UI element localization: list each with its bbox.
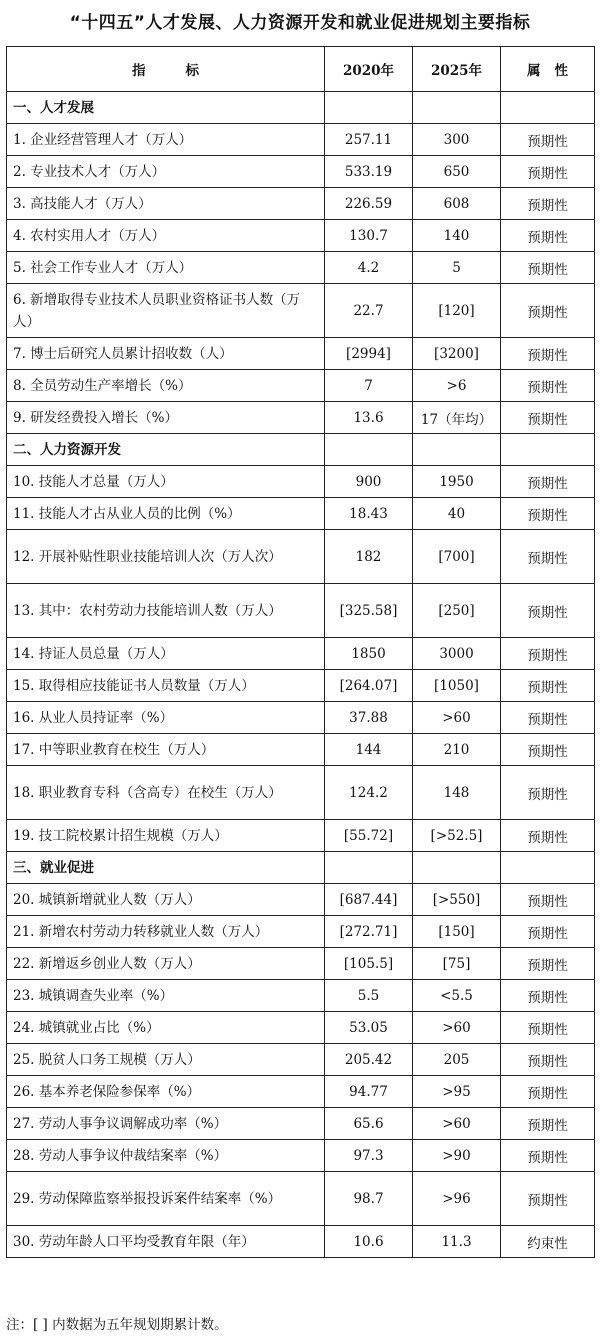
table-row bbox=[7, 584, 595, 638]
value-2020: [264.07] bbox=[325, 670, 413, 702]
indicator-name: 24. 城镇就业占比（%） bbox=[7, 1012, 325, 1044]
indicator-name: 13. 其中：农村劳动力技能培训人数（万人） bbox=[7, 584, 325, 638]
attribute-cell: 预期性 bbox=[501, 1012, 595, 1044]
indicator-name: 20. 城镇新增就业人数（万人） bbox=[7, 884, 325, 916]
table-row bbox=[7, 188, 595, 220]
indicators-table bbox=[6, 46, 595, 1258]
table-body bbox=[7, 92, 595, 1258]
indicator-name: 5. 社会工作专业人才（万人） bbox=[7, 252, 325, 284]
attribute-cell: 预期性 bbox=[501, 1108, 595, 1140]
empty-cell bbox=[325, 852, 413, 884]
indicator-name: 15. 取得相应技能证书人员数量（万人） bbox=[7, 670, 325, 702]
value-2020: 22.7 bbox=[325, 284, 413, 338]
value-2025: >60 bbox=[413, 1012, 501, 1044]
indicator-name: 23. 城镇调查失业率（%） bbox=[7, 980, 325, 1012]
value-2025: [75] bbox=[413, 948, 501, 980]
table-row bbox=[7, 638, 595, 670]
value-2020: 94.77 bbox=[325, 1076, 413, 1108]
section-title: 一、人才发展 bbox=[7, 92, 325, 124]
attribute-cell: 预期性 bbox=[501, 980, 595, 1012]
attribute-cell: 预期性 bbox=[501, 916, 595, 948]
attribute-cell: 预期性 bbox=[501, 402, 595, 434]
empty-cell bbox=[501, 434, 595, 466]
value-2020: 130.7 bbox=[325, 220, 413, 252]
indicator-name: 29. 劳动保障监察举报投诉案件结案率（%） bbox=[7, 1172, 325, 1226]
attribute-cell: 预期性 bbox=[501, 188, 595, 220]
section-row bbox=[7, 852, 595, 884]
value-2020: 18.43 bbox=[325, 498, 413, 530]
indicator-name: 11. 技能人才占从业人员的比例（%） bbox=[7, 498, 325, 530]
indicator-name: 1. 企业经营管理人才（万人） bbox=[7, 124, 325, 156]
table-row bbox=[7, 338, 595, 370]
empty-cell bbox=[413, 92, 501, 124]
value-2025: 17（年均） bbox=[413, 402, 501, 434]
indicator-name: 25. 脱贫人口务工规模（万人） bbox=[7, 1044, 325, 1076]
value-2025: 300 bbox=[413, 124, 501, 156]
value-2025: >6 bbox=[413, 370, 501, 402]
indicator-name: 22. 新增返乡创业人数（万人） bbox=[7, 948, 325, 980]
attribute-cell: 预期性 bbox=[501, 498, 595, 530]
attribute-cell: 预期性 bbox=[501, 156, 595, 188]
indicator-name: 6. 新增取得专业技术人员职业资格证书人数（万人） bbox=[7, 284, 325, 338]
attribute-cell: 预期性 bbox=[501, 252, 595, 284]
value-2025: >95 bbox=[413, 1076, 501, 1108]
indicator-name: 18. 职业教育专科（含高专）在校生（万人） bbox=[7, 766, 325, 820]
value-2020: 98.7 bbox=[325, 1172, 413, 1226]
indicator-name: 4. 农村实用人才（万人） bbox=[7, 220, 325, 252]
header-2020: 2020年 bbox=[325, 47, 413, 92]
attribute-cell: 预期性 bbox=[501, 702, 595, 734]
attribute-cell: 预期性 bbox=[501, 338, 595, 370]
table-row bbox=[7, 402, 595, 434]
empty-cell bbox=[325, 92, 413, 124]
value-2025: [1050] bbox=[413, 670, 501, 702]
attribute-cell: 预期性 bbox=[501, 820, 595, 852]
attribute-cell: 预期性 bbox=[501, 638, 595, 670]
table-row bbox=[7, 252, 595, 284]
value-2025: 3000 bbox=[413, 638, 501, 670]
table-row bbox=[7, 1044, 595, 1076]
header-2025: 2025年 bbox=[413, 47, 501, 92]
indicator-name: 3. 高技能人才（万人） bbox=[7, 188, 325, 220]
table-row bbox=[7, 734, 595, 766]
indicator-name: 30. 劳动年龄人口平均受教育年限（年） bbox=[7, 1226, 325, 1258]
value-2020: 900 bbox=[325, 466, 413, 498]
indicator-name: 21. 新增农村劳动力转移就业人数（万人） bbox=[7, 916, 325, 948]
value-2020: 7 bbox=[325, 370, 413, 402]
attribute-cell: 预期性 bbox=[501, 530, 595, 584]
attribute-cell: 预期性 bbox=[501, 766, 595, 820]
table-row bbox=[7, 980, 595, 1012]
value-2020: 144 bbox=[325, 734, 413, 766]
table-row bbox=[7, 124, 595, 156]
value-2020: 226.59 bbox=[325, 188, 413, 220]
indicator-name: 27. 劳动人事争议调解成功率（%） bbox=[7, 1108, 325, 1140]
attribute-cell: 预期性 bbox=[501, 670, 595, 702]
value-2020: 4.2 bbox=[325, 252, 413, 284]
value-2025: 40 bbox=[413, 498, 501, 530]
indicator-name: 12. 开展补贴性职业技能培训人次（万人次） bbox=[7, 530, 325, 584]
attribute-cell: 预期性 bbox=[501, 220, 595, 252]
value-2020: [2994] bbox=[325, 338, 413, 370]
table-row bbox=[7, 884, 595, 916]
value-2020: 533.19 bbox=[325, 156, 413, 188]
table-row bbox=[7, 156, 595, 188]
table-row bbox=[7, 1226, 595, 1258]
indicator-name: 26. 基本养老保险参保率（%） bbox=[7, 1076, 325, 1108]
section-row bbox=[7, 92, 595, 124]
value-2025: 650 bbox=[413, 156, 501, 188]
value-2025: 1950 bbox=[413, 466, 501, 498]
value-2020: 182 bbox=[325, 530, 413, 584]
value-2025: >60 bbox=[413, 1108, 501, 1140]
header-attribute: 属性 bbox=[501, 47, 595, 92]
indicator-name: 28. 劳动人事争议仲裁结案率（%） bbox=[7, 1140, 325, 1172]
value-2025: 608 bbox=[413, 188, 501, 220]
table-row bbox=[7, 766, 595, 820]
attribute-cell: 预期性 bbox=[501, 124, 595, 156]
empty-cell bbox=[413, 434, 501, 466]
section-row bbox=[7, 434, 595, 466]
table-row bbox=[7, 702, 595, 734]
value-2025: <5.5 bbox=[413, 980, 501, 1012]
table-row bbox=[7, 370, 595, 402]
attribute-cell: 预期性 bbox=[501, 1044, 595, 1076]
value-2025: [>52.5] bbox=[413, 820, 501, 852]
table-row bbox=[7, 466, 595, 498]
value-2020: [272.71] bbox=[325, 916, 413, 948]
attribute-cell: 预期性 bbox=[501, 1076, 595, 1108]
indicator-name: 9. 研发经费投入增长（%） bbox=[7, 402, 325, 434]
value-2025: 11.3 bbox=[413, 1226, 501, 1258]
value-2020: 10.6 bbox=[325, 1226, 413, 1258]
table-header-row bbox=[7, 47, 595, 92]
value-2025: >96 bbox=[413, 1172, 501, 1226]
table-row bbox=[7, 1108, 595, 1140]
indicator-name: 8. 全员劳动生产率增长（%） bbox=[7, 370, 325, 402]
value-2025: >60 bbox=[413, 702, 501, 734]
attribute-cell: 预期性 bbox=[501, 1140, 595, 1172]
indicator-name: 10. 技能人才总量（万人） bbox=[7, 466, 325, 498]
table-row bbox=[7, 670, 595, 702]
attribute-cell: 预期性 bbox=[501, 948, 595, 980]
table-row bbox=[7, 530, 595, 584]
table-row bbox=[7, 948, 595, 980]
table-row bbox=[7, 220, 595, 252]
value-2020: 205.42 bbox=[325, 1044, 413, 1076]
attribute-cell: 约束性 bbox=[501, 1226, 595, 1258]
table-row bbox=[7, 820, 595, 852]
value-2025: [700] bbox=[413, 530, 501, 584]
footnote: 注：[ ] 内数据为五年规划期累计数。 bbox=[6, 1317, 228, 1333]
attribute-cell: 预期性 bbox=[501, 466, 595, 498]
value-2025: [3200] bbox=[413, 338, 501, 370]
value-2025: >90 bbox=[413, 1140, 501, 1172]
table-row bbox=[7, 916, 595, 948]
empty-cell bbox=[501, 92, 595, 124]
indicator-name: 2. 专业技术人才（万人） bbox=[7, 156, 325, 188]
value-2020: [55.72] bbox=[325, 820, 413, 852]
attribute-cell: 预期性 bbox=[501, 370, 595, 402]
attribute-cell: 预期性 bbox=[501, 884, 595, 916]
value-2020: 13.6 bbox=[325, 402, 413, 434]
attribute-cell: 预期性 bbox=[501, 584, 595, 638]
value-2025: 210 bbox=[413, 734, 501, 766]
indicator-name: 7. 博士后研究人员累计招收数（人） bbox=[7, 338, 325, 370]
value-2025: 140 bbox=[413, 220, 501, 252]
indicator-name: 14. 持证人员总量（万人） bbox=[7, 638, 325, 670]
value-2025: 148 bbox=[413, 766, 501, 820]
empty-cell bbox=[325, 434, 413, 466]
table-row bbox=[7, 284, 595, 338]
value-2025: [250] bbox=[413, 584, 501, 638]
value-2020: 65.6 bbox=[325, 1108, 413, 1140]
value-2025: 5 bbox=[413, 252, 501, 284]
section-title: 三、就业促进 bbox=[7, 852, 325, 884]
indicator-name: 17. 中等职业教育在校生（万人） bbox=[7, 734, 325, 766]
table-row bbox=[7, 1172, 595, 1226]
value-2020: 1850 bbox=[325, 638, 413, 670]
value-2020: 97.3 bbox=[325, 1140, 413, 1172]
value-2020: [325.58] bbox=[325, 584, 413, 638]
value-2020: 257.11 bbox=[325, 124, 413, 156]
table-row bbox=[7, 1012, 595, 1044]
value-2020: 5.5 bbox=[325, 980, 413, 1012]
table-row bbox=[7, 1140, 595, 1172]
table-row bbox=[7, 1076, 595, 1108]
empty-cell bbox=[413, 852, 501, 884]
value-2020: [105.5] bbox=[325, 948, 413, 980]
value-2020: 53.05 bbox=[325, 1012, 413, 1044]
value-2020: [687.44] bbox=[325, 884, 413, 916]
value-2025: 205 bbox=[413, 1044, 501, 1076]
value-2025: [150] bbox=[413, 916, 501, 948]
attribute-cell: 预期性 bbox=[501, 1172, 595, 1226]
page-title: “十四五”人才发展、人力资源开发和就业促进规划主要指标 bbox=[69, 13, 531, 33]
attribute-cell: 预期性 bbox=[501, 284, 595, 338]
header-indicator: 指标 bbox=[7, 47, 325, 92]
section-title: 二、人力资源开发 bbox=[7, 434, 325, 466]
value-2025: [120] bbox=[413, 284, 501, 338]
attribute-cell: 预期性 bbox=[501, 734, 595, 766]
value-2020: 124.2 bbox=[325, 766, 413, 820]
empty-cell bbox=[501, 852, 595, 884]
indicator-name: 16. 从业人员持证率（%） bbox=[7, 702, 325, 734]
indicator-name: 19. 技工院校累计招生规模（万人） bbox=[7, 820, 325, 852]
value-2020: 37.88 bbox=[325, 702, 413, 734]
table-row bbox=[7, 498, 595, 530]
value-2025: [>550] bbox=[413, 884, 501, 916]
